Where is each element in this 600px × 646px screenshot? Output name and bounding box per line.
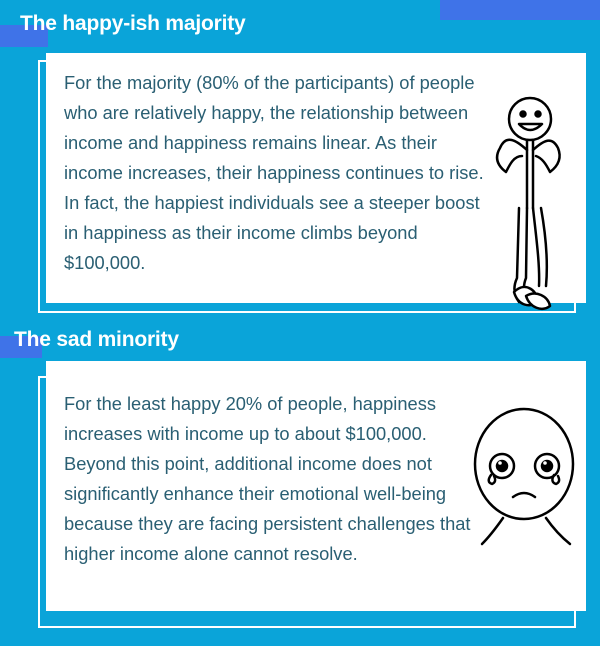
section-heading: The happy-ish majority [20,12,246,35]
section-paragraph: For the least happy 20% of people, happiness increases with income up to about $100,000. Beyond this point, additional income does not significantly enhance their emotional well-being because they are facing persistent challenges that higher income alone cannot resolve. [64,393,471,564]
section-paragraph: For the majority (80% of the participants) of people who are relatively happy, the relationship between income and happiness remains linear. As their income increases, their happiness continues to rise. In fact, the happiest individuals see a steeper boost in happiness as their income climbs beyond $100,000. [64,72,484,273]
section-heading: The sad minority [14,328,179,351]
happy-stick-figure-icon [486,96,566,314]
sad-face-icon [470,404,582,550]
accent-bar-top-right [440,0,600,20]
